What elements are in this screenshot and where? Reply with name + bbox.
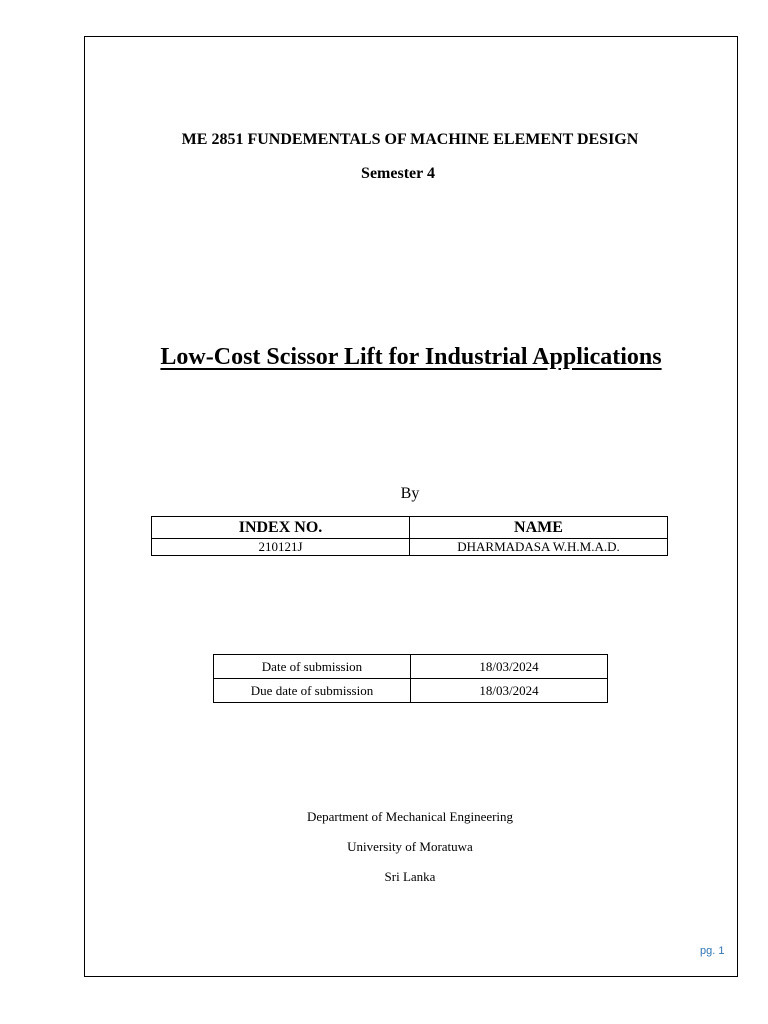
table-row xyxy=(152,539,668,556)
course-title: ME 2851 FUNDEMENTALS OF MACHINE ELEMENT DESIGN xyxy=(181,131,639,148)
report-title: Low-Cost Scissor Lift for Industrial Applications xyxy=(160,344,662,370)
due-date-value: 18/03/2024 xyxy=(411,679,608,703)
semester-label: Semester 4 xyxy=(361,165,435,182)
index-no-cell: 210121J xyxy=(152,539,410,556)
country-name: Sri Lanka xyxy=(384,869,436,884)
members-table-header-row xyxy=(152,517,668,539)
date-of-submission-value: 18/03/2024 xyxy=(411,655,608,679)
university-name: University of Moratuwa xyxy=(347,839,473,854)
name-cell: DHARMADASA W.H.M.A.D. xyxy=(410,539,668,556)
name-header: NAME xyxy=(410,517,668,539)
table-row xyxy=(214,679,608,703)
department-name: Department of Mechanical Engineering xyxy=(306,809,514,824)
index-no-header: INDEX NO. xyxy=(152,517,410,539)
due-date-label: Due date of submission xyxy=(214,679,411,703)
dates-table xyxy=(213,654,608,703)
by-label: By xyxy=(400,485,420,502)
page-number: pg. 1 xyxy=(700,945,725,957)
members-table xyxy=(151,516,668,556)
table-row xyxy=(214,655,608,679)
date-of-submission-label: Date of submission xyxy=(214,655,411,679)
